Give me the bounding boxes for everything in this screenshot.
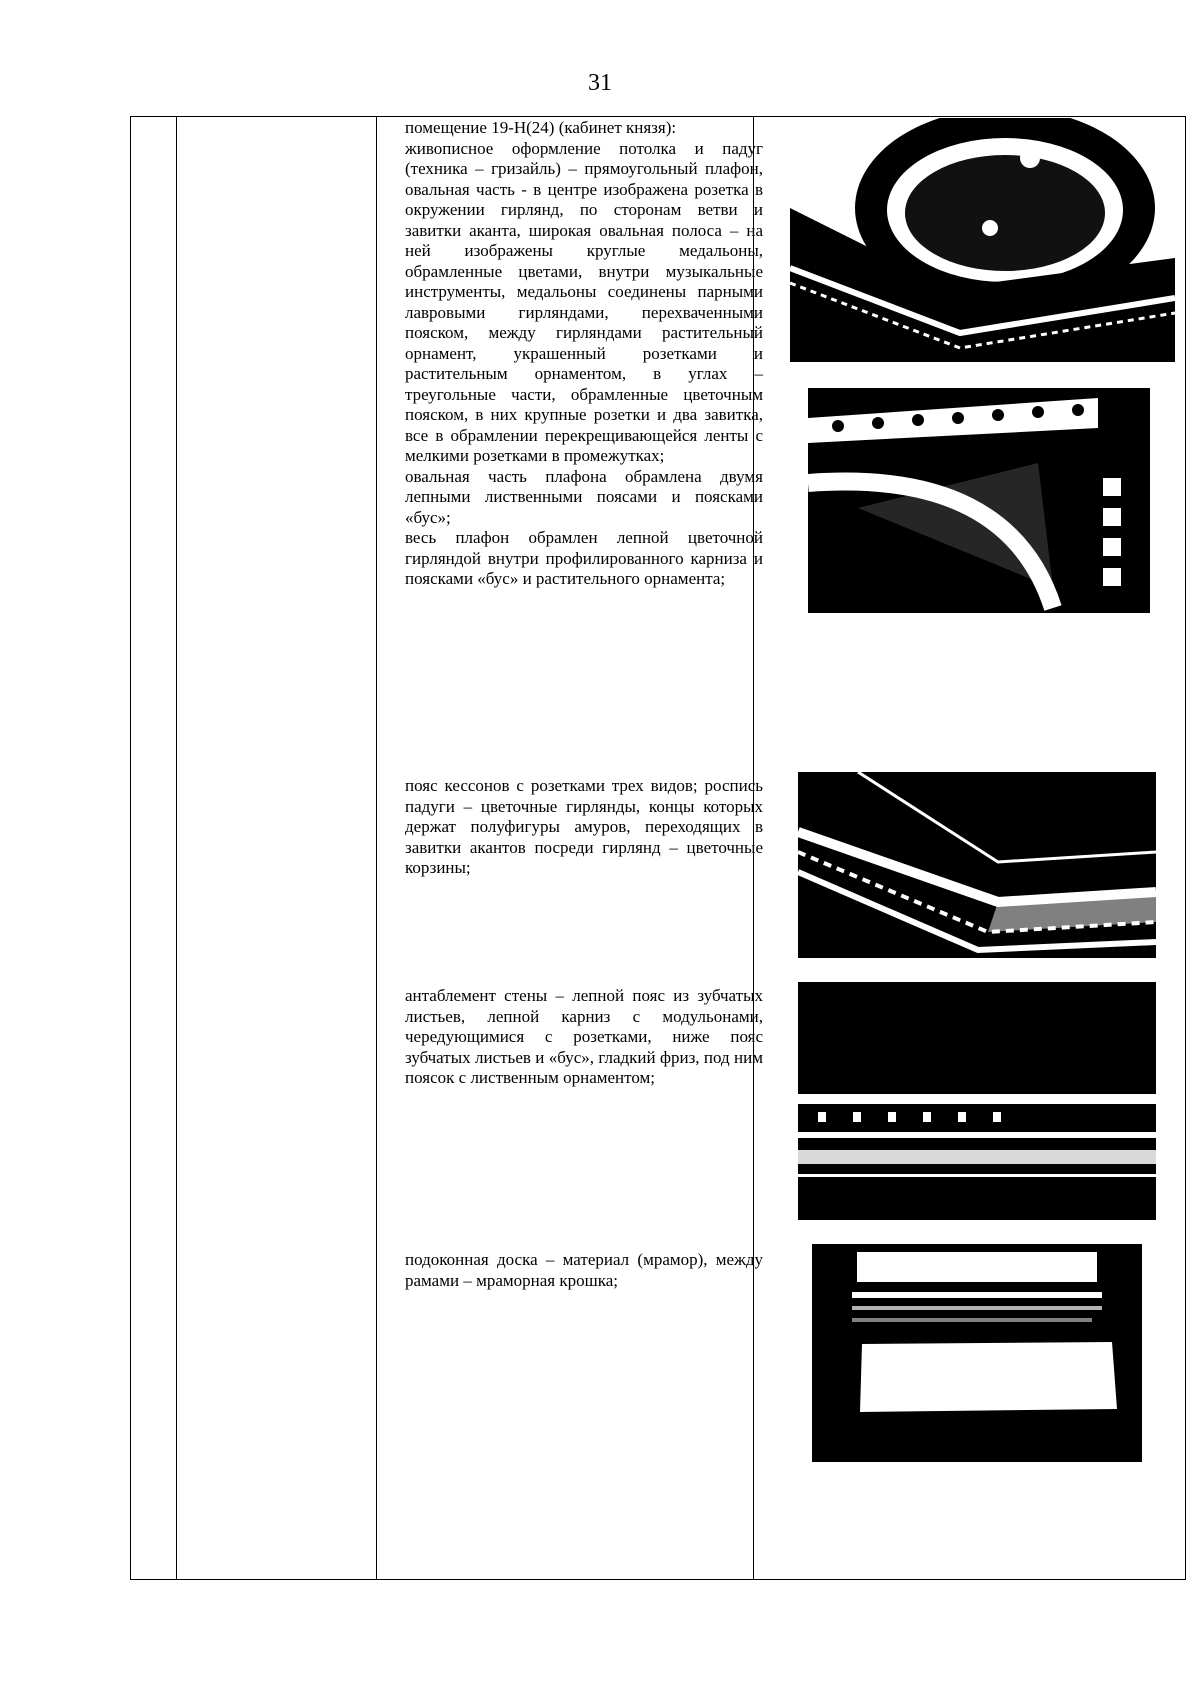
ceiling-corner-rosettes-photo (808, 388, 1150, 613)
description-paragraph: помещение 19-Н(24) (кабинет князя): (405, 118, 677, 137)
description-block-ceiling (405, 118, 763, 590)
description-paragraph: подоконная доска – материал (мрамор), между рамами – мраморная крошка; (405, 1250, 763, 1290)
description-block-window-sill (405, 1250, 763, 1291)
ceiling-oval-plafond-photo (790, 118, 1175, 362)
description-paragraph: пояс кессонов с розетками трех видов; роспись падуги – цветочные гирлянды, концы которых держат полуфигуры амуров, переходящих в завитки акантов посреди гирлянд – цветочные корзины; (405, 776, 763, 877)
description-paragraph: весь плафон обрамлен лепной цветочной гирляндой внутри профилированного карниза и поясками «бус» и растительного орнамента; (405, 528, 763, 588)
coffer-belt-cornice-photo (798, 772, 1156, 958)
description-paragraph: овальная часть плафона обрамлена двумя лепными лиственными поясами и поясками «бус»; (405, 466, 763, 527)
column-divider (376, 117, 377, 1579)
window-sill-photo (812, 1244, 1142, 1462)
page-number: 31 (588, 70, 612, 96)
description-paragraph: живописное оформление потолка и падуг (техника – гризайль) – прямоугольный плафон, овальная часть - в центре изображена розетка в окружении гирлянд, по сторонам ветви и завитки аканта, широкая овальная полоса – на ней изображены круглые медальоны, обрамленные цветами, внутри музыкальные инструменты, медальоны соединены парными лавровыми гирляндами, перехваченными пояском, между гирляндами растительный орнамент, украшенный розетками и растительным орнаментом, в углах – треугольные части, обрамленные цветочным пояском, в них крупные розетки и два завитка, все в обрамлении перекрещивающейся ленты с мелкими розетками в промежутках; (405, 138, 763, 465)
description-block-entablature (405, 986, 763, 1089)
description-block-coffers (405, 776, 763, 879)
description-paragraph: антаблемент стены – лепной пояс из зубчатых листьев, лепной карниз с модульонами, чередующимися с розетками, ниже пояс зубчатых листьев и «бус», гладкий фриз, под ним поясок с лиственным орнаментом; (405, 986, 763, 1087)
column-divider (176, 117, 177, 1579)
wall-entablature-photo (798, 982, 1156, 1220)
